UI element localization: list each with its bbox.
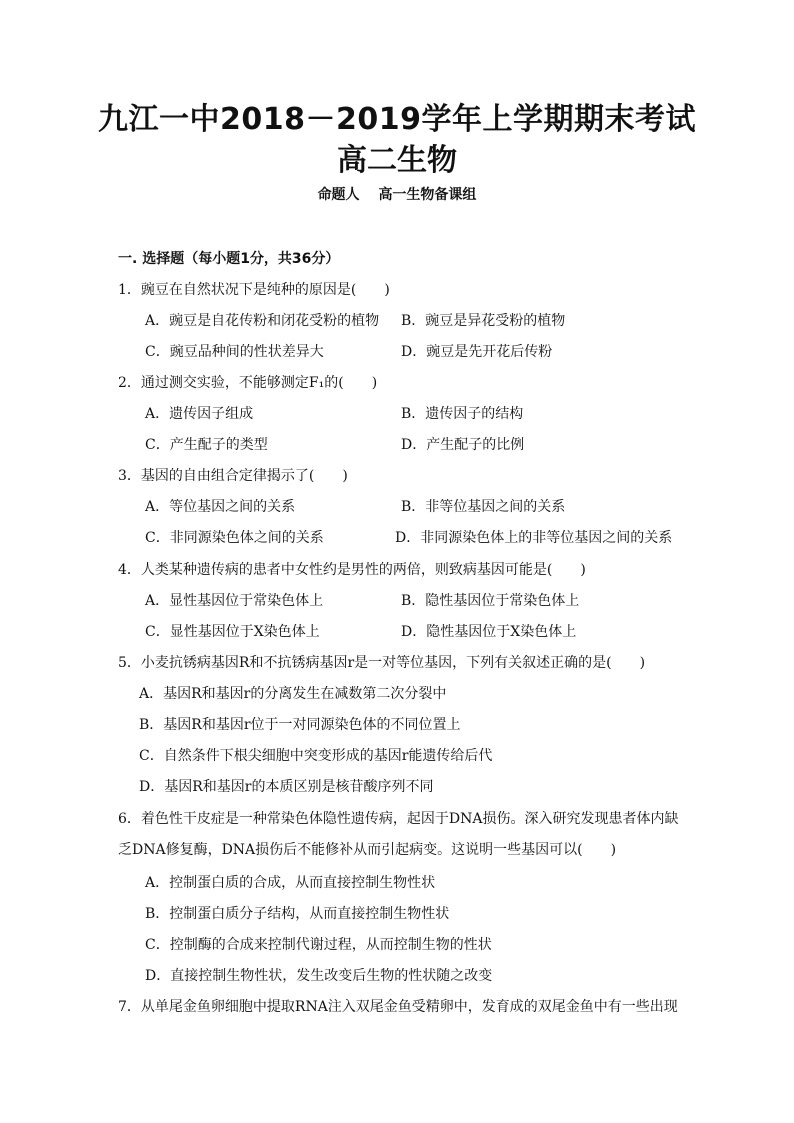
exam-title: 九江一中2018－2019学年上学期期末考试 [98, 102, 696, 137]
question-1-option-c: C．豌豆品种间的性状差异大 [145, 344, 324, 360]
question-4-stem: 4．人类某种遗传病的患者中女性约是男性的两倍，则致病基因可能是( ) [118, 562, 586, 578]
question-3-option-b: B．非等位基因之间的关系 [401, 499, 566, 515]
question-2-option-c: C．产生配子的类型 [145, 437, 268, 453]
question-6-stem-line2: 乏DNA修复酶，DNA损伤后不能修补从而引起病变。这说明一些基因可以( ) [118, 842, 617, 858]
question-6-stem-line1: 6．着色性干皮症是一种常染色体隐性遗传病，起因于DNA损伤。深入研究发现患者体内缺 [118, 811, 679, 827]
exam-subject: 高二生物 [337, 143, 457, 178]
question-1-option-a: A．豌豆是自花传粉和闭花受粉的植物 [145, 313, 380, 329]
question-6-option-a: A．控制蛋白质的合成，从而直接控制生物性状 [145, 875, 436, 891]
question-2-option-a: A．遗传因子组成 [145, 406, 254, 422]
question-6-option-c: C．控制酶的合成来控制代谢过程，从而控制生物的性状 [145, 937, 492, 953]
question-5-option-a: A．基因R和基因r的分离发生在减数第二次分裂中 [139, 686, 447, 702]
section-heading: 一. 选择题（每小题1分，共36分） [118, 251, 340, 267]
question-2-stem: 2．通过测交实验，不能够测定F₁的( ) [118, 375, 378, 391]
question-5-option-c: C．自然条件下根尖细胞中突变形成的基因r能遗传给后代 [139, 748, 493, 764]
question-4-option-d: D．隐性基因位于X染色体上 [401, 624, 577, 640]
question-5-option-b: B．基因R和基因r位于一对同源染色体的不同位置上 [139, 717, 461, 733]
question-2-option-d: D．产生配子的比例 [401, 437, 525, 453]
author-name: 高一生物备课组 [378, 187, 477, 203]
question-7-stem: 7．从单尾金鱼卵细胞中提取RNA注入双尾金鱼受精卵中，发育成的双尾金鱼中有一些出现 [118, 999, 678, 1015]
question-1-option-b: B．豌豆是异花受粉的植物 [401, 313, 566, 329]
question-5-stem: 5．小麦抗锈病基因R和不抗锈病基因r是一对等位基因，下列有关叙述正确的是( ) [118, 655, 646, 671]
author-label: 命题人 [317, 187, 360, 203]
question-1-option-d: D．豌豆是先开花后传粉 [401, 344, 553, 360]
question-5-option-d: D．基因R和基因r的本质区别是核苷酸序列不同 [139, 779, 434, 795]
question-6-option-d: D．直接控制生物性状，发生改变后生物的性状随之改变 [145, 968, 493, 984]
question-6-option-b: B．控制蛋白质分子结构，从而直接控制生物性状 [145, 906, 450, 922]
question-3-option-a: A．等位基因之间的关系 [145, 499, 296, 515]
question-3-option-c: C．非同源染色体之间的关系 [145, 530, 324, 546]
question-4-option-c: C．显性基因位于X染色体上 [145, 624, 320, 640]
question-4-option-a: A．显性基因位于常染色体上 [145, 593, 324, 609]
question-3-stem: 3．基因的自由组合定律揭示了( ) [118, 468, 348, 484]
question-2-option-b: B．遗传因子的结构 [401, 406, 524, 422]
author-line [0, 185, 794, 205]
question-1-stem: 1．豌豆在自然状况下是纯种的原因是( ) [118, 282, 390, 298]
question-4-option-b: B．隐性基因位于常染色体上 [401, 593, 580, 609]
question-3-option-d: D．非同源染色体上的非等位基因之间的关系 [395, 530, 673, 546]
